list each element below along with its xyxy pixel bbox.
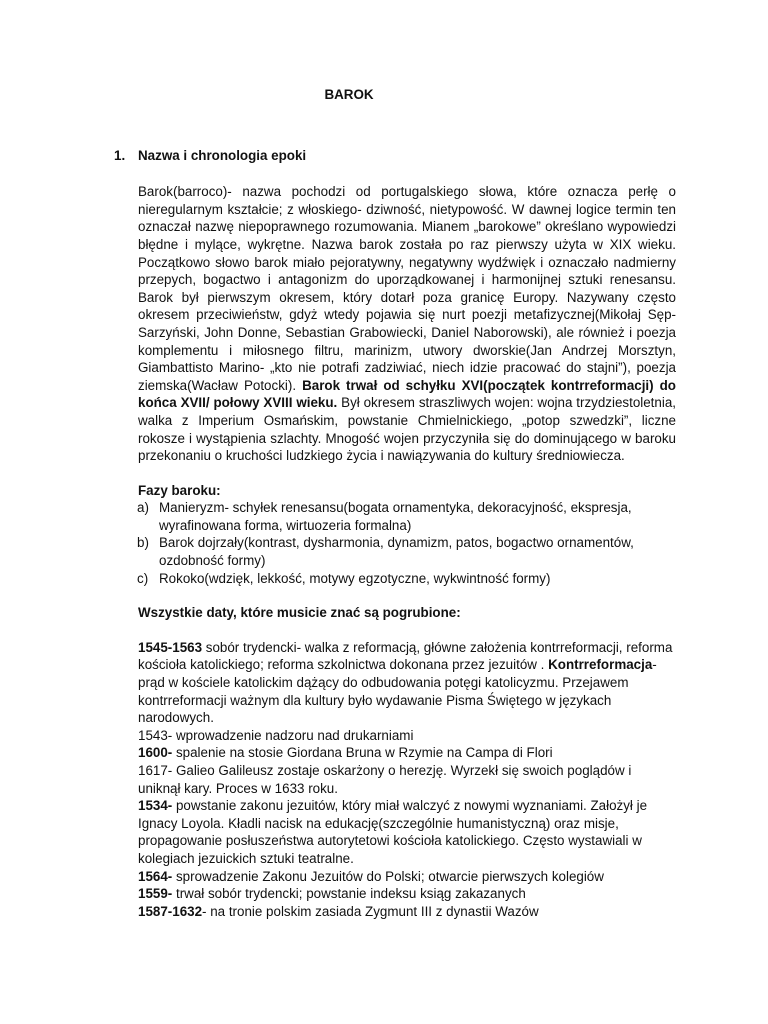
date-text: sobór trydencki- walka z reformacją, główne założenia kontrreformacji, reforma kościoła katolickiego; reforma szkolnictwa dokonana przez jezuitów .	[138, 639, 673, 673]
section-heading-text: Nazwa i chronologia epoki	[138, 147, 307, 163]
date-bold: 1564-	[138, 868, 173, 884]
phases-list	[138, 499, 676, 587]
date-text: spalenie na stosie Giordana Bruna w Rzymie na Campa di Flori	[172, 745, 553, 761]
spacer	[138, 622, 676, 639]
list-item-letter: c)	[137, 570, 149, 586]
spacer	[138, 587, 676, 604]
date-bold: 1534-	[138, 798, 173, 814]
chronology-bold-text: Barok trwał od schyłku XVI(początek kontrreformacji) do końca XVII/ połowy XVIII wieku.	[138, 377, 676, 411]
date-entry-1617: 1617- Galieo Galileusz zostaje oskarżony o herezję. Wyrzekł się swoich poglądów i uniknął kary. Proces w 1633 roku.	[138, 763, 632, 796]
list-item	[138, 570, 676, 588]
list-item-text: Manieryzm- schyłek renesansu(bogata ornamentyka, dekoracyjność, ekspresja, wyrafinowana forma, wirtuozeria formalna)	[159, 500, 632, 533]
wars-text: Był okresem straszliwych wojen: wojna trzydziestoletnia, walka z Imperium Osmańskim, powstanie Chmielnickiego, „potop szwedzki”, liczne rokosze i wystąpienia szlachty. Mnogość wojen przyczyniła się do dominującego w baroku przekonaniu o kruchości ludzkiego życia i nawiązywania do kultury średniowiecza.	[138, 395, 676, 464]
date-text: - na tronie polskim zasiada Zygmunt III z dynastii Wazów	[202, 903, 539, 919]
date-entry-1534	[138, 797, 676, 867]
dates-heading: Wszystkie daty, które musicie znać są pogrubione:	[138, 605, 461, 621]
date-entry-1543: 1543- wprowadzenie nadzoru nad drukarniami	[138, 727, 414, 743]
list-item-letter: b)	[137, 535, 149, 551]
date-bold: 1600-	[138, 745, 173, 761]
date-entry-1545	[138, 639, 676, 727]
section-number: 1.	[114, 147, 126, 163]
document-title: BAROK	[324, 87, 374, 102]
list-item	[138, 499, 676, 534]
date-entry-1564	[138, 868, 676, 886]
date-bold: 1587-1632	[138, 903, 203, 919]
list-item-text: Rokoko(wdzięk, lekkość, motywy egzotyczne, wykwintność formy)	[159, 570, 551, 586]
spacer	[138, 465, 676, 482]
phases-heading: Fazy baroku:	[138, 482, 221, 498]
term-bold: Kontrreformacja	[548, 657, 653, 673]
date-bold: 1545-1563	[138, 639, 203, 655]
list-item	[138, 534, 676, 569]
list-item-text: Barok dojrzały(kontrast, dysharmonia, dynamizm, patos, bogactwo ornamentów, ozdobność formy)	[159, 535, 634, 569]
date-text: - prąd w kościele katolickim dążący do odbudowania potęgi katolicyzmu. Przejawem kontrreformacji ważnym dla kultury było wydawanie Pisma Świętego w językach narodowych.	[138, 657, 657, 726]
date-entry-1587	[138, 903, 676, 921]
date-bold: 1559-	[138, 886, 173, 902]
list-item-letter: a)	[137, 500, 149, 516]
date-text: powstanie zakonu jezuitów, który miał walczyć z nowymi wyznaniami. Założył je Ignacy Loyola. Kładli nacisk na edukację(szczególnie humanistyczną) oraz misje, propagowanie posłuszeństwa autorytetowi kościoła katolickiego. Często wystawiali w kolegiach jezuickich sztuki teatralne.	[138, 798, 648, 866]
intro-paragraph	[138, 183, 676, 465]
date-text: trwał sobór trydencki; powstanie indeksu ksiąg zakazanych	[172, 886, 526, 902]
date-text: sprowadzenie Zakonu Jezuitów do Polski; otwarcie pierwszych kolegiów	[172, 868, 604, 884]
intro-text: Barok(barroco)- nazwa pochodzi od portugalskiego słowa, które oznacza perłę o nieregularnym kształcie; z włoskiego- dziwność, nietypowość. W dawnej logice termin ten oznaczał nazwę niepoprawnego rozumowania. Mianem „barokowe” określano wypowiedzi błędne i mylące, wykrętne. Nazwa barok została po raz pierwszy użyta w XIX wieku. Początkowo słowo barok miało pejoratywny, negatywny wydźwięk i oznaczało nadmierny przepych, bogactwo i antagonizm do uporządkowanej i harmonijnej sztuki renesansu. Barok był pierwszym okresem, który dotarł poza granicę Europy. Nazywany często okresem przeciwieństw, gdyż wtedy pojawia się nurt poezji metafizycznej(Mikołaj Sęp-Sarzyński, John Donne, Sebastian Grabowiecki, Daniel Naborowski), ale również i poezja komplementu i miłosnego filtru, marinizm, utwory dworskie(Jan Andrzej Morsztyn, Giambattisto Marino- „kto nie potrafi zadziwiać, niech idzie pracować do stajni”), poezja ziemska(Wacław Potocki).	[138, 184, 676, 393]
section-heading	[114, 147, 676, 165]
date-entry-1600	[138, 744, 676, 762]
date-entry-1559	[138, 885, 676, 903]
